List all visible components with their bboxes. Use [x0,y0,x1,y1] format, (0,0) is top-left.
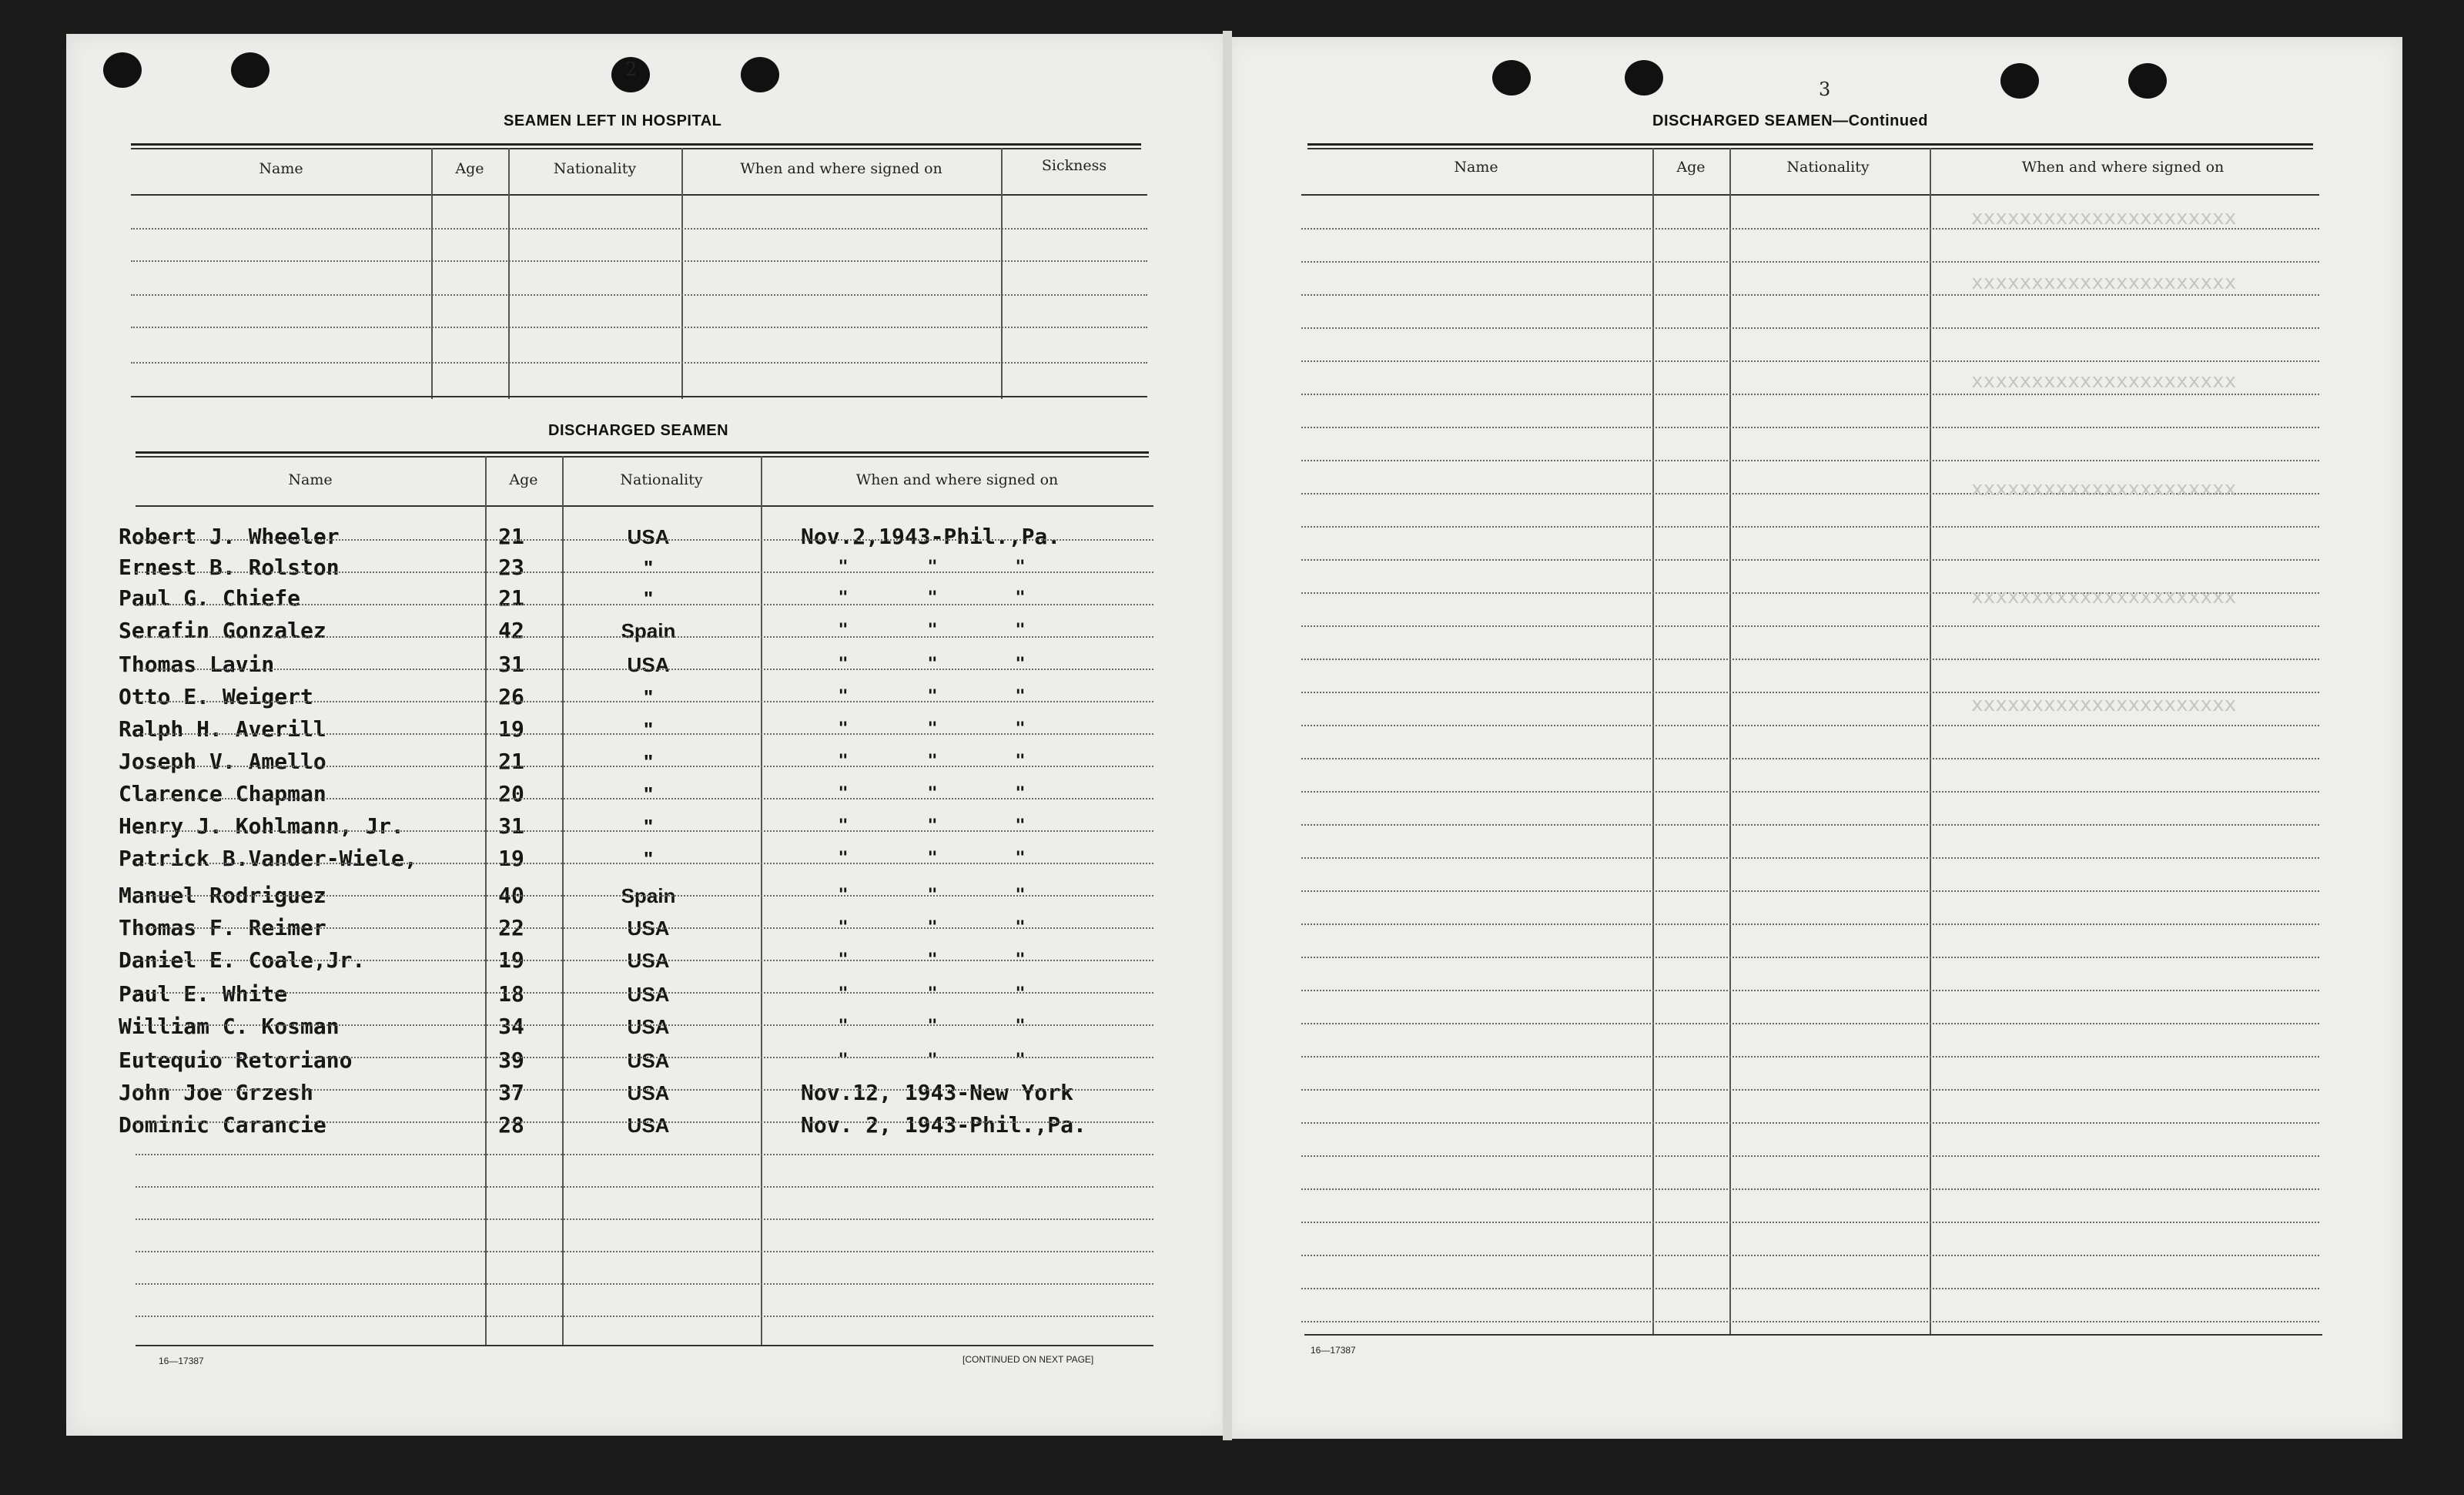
right-row-line [1301,1155,2319,1157]
right-row-line [1301,427,2319,428]
ditto-mark: " [927,687,938,706]
right-row-line [1301,526,2319,528]
hospital-row-line [131,228,1147,230]
punch-hole [1492,60,1531,96]
seaman-age: 34 [498,1014,524,1039]
ditto-mark: " [1015,588,1026,608]
ditto-mark: " [838,886,849,905]
right-title-main: DISCHARGED SEAMEN [1652,112,1833,129]
discharged-row-line [136,572,1153,573]
discharged-top-rule-2 [136,456,1149,458]
right-top-rule [1307,143,2313,146]
discharged-col-divider [761,456,762,1346]
seaman-name: Otto E. Weigert [119,684,313,709]
seaman-name: William C. Kosman [119,1014,340,1039]
hospital-col-sickness: Sickness [1041,157,1107,174]
seaman-name: Manuel Rodriguez [119,883,326,908]
ditto-mark: " [1015,621,1026,640]
discharged-row-line [136,669,1153,670]
ditto-mark: " [838,687,849,706]
left-page-number: 2 [625,59,638,80]
discharged-row-line [136,830,1153,832]
ditto-mark: " [1015,918,1026,937]
discharged-row-line [136,1089,1153,1091]
seaman-name: Joseph V. Amello [119,749,326,774]
punch-hole [1625,60,1663,96]
seaman-age: 18 [498,981,524,1007]
seaman-nationality: USA [627,1049,670,1072]
discharged-row-line [136,992,1153,994]
continued-note: [CONTINUED ON NEXT PAGE] [962,1354,1094,1365]
seaman-signed-on: Nov.12, 1943-New York [801,1080,1074,1105]
ditto-mark: " [927,950,938,970]
right-row-line [1301,725,2319,726]
punch-hole [2000,63,2039,99]
ditto-mark: " [838,950,849,970]
punch-hole [103,52,142,88]
ditto-mark: " [927,984,938,1004]
discharged-section-title: DISCHARGED SEAMEN [548,422,729,439]
seaman-age: 22 [498,915,524,940]
seaman-age: 21 [498,749,524,774]
discharged-row-line [136,1024,1153,1026]
seaman-nationality: " [643,587,654,610]
discharged-row-line [136,863,1153,864]
ditto-mark: " [838,621,849,640]
ditto-mark: " [1015,655,1026,674]
right-row-line [1301,625,2319,627]
seaman-age: 39 [498,1048,524,1073]
seaman-nationality: " [643,685,654,709]
ditto-mark: " [1015,886,1026,905]
right-col-signed-on: When and where signed on [2021,159,2225,176]
right-col-age: Age [1676,159,1706,176]
hospital-section-title: SEAMEN LEFT IN HOSPITAL [504,112,722,129]
seaman-name: Serafin Gonzalez [119,618,326,643]
right-section-title [1652,112,1928,130]
right-row-line [1301,824,2319,826]
seaman-name: Ralph H. Averill [119,716,326,742]
right-row-line [1301,791,2319,793]
discharged-top-rule [136,451,1149,454]
seaman-nationality: " [643,815,654,838]
hospital-top-rule [131,143,1141,146]
hospital-row-line [131,294,1147,296]
discharged-row-line [136,1057,1153,1058]
ditto-mark: " [838,1051,849,1070]
discharged-row-line [136,1186,1153,1188]
seaman-age: 31 [498,652,524,677]
discharged-row-line [136,766,1153,767]
ditto-mark: " [927,655,938,674]
ditto-mark: " [927,1051,938,1070]
seaman-name: Henry J. Kohlmann, Jr. [119,813,404,839]
seaman-name: Paul E. White [119,981,288,1007]
discharged-row-line [136,927,1153,929]
seaman-name: Patrick B.Vander-Wiele, [119,846,417,871]
ditto-mark: " [1015,1051,1026,1070]
seaman-age: 21 [498,524,524,549]
hospital-bottom-rule [131,396,1147,397]
ditto-mark: " [838,918,849,937]
seaman-name: Clarence Chapman [119,781,326,806]
discharged-row-line [136,701,1153,702]
seaman-nationality: Spain [621,884,676,907]
discharged-row-line [136,636,1153,638]
seaman-age: 28 [498,1112,524,1138]
right-row-line [1301,261,2319,263]
ditto-mark: " [838,784,849,803]
right-col-divider [1930,148,1931,1336]
ditto-mark: " [1015,719,1026,739]
right-page [1226,37,2402,1439]
right-row-line [1301,890,2319,892]
ditto-mark: " [838,752,849,771]
discharged-row-line [136,1121,1153,1123]
right-row-line [1301,1089,2319,1091]
right-header-rule [1301,194,2319,196]
seaman-age: 31 [498,813,524,839]
right-row-line [1301,1288,2319,1289]
ditto-mark: " [838,558,849,577]
ditto-mark: " [927,849,938,868]
ditto-mark: " [1015,849,1026,868]
right-col-nationality: Nationality [1786,159,1870,176]
bleed-through-text: xxxxxxxxxxxxxxxxxxxxxx [1971,478,2237,501]
right-row-line [1301,1255,2319,1256]
discharged-row-line [136,960,1153,961]
discharged-row-line [136,539,1153,541]
discharged-col-name: Name [288,471,333,488]
bleed-through-text: xxxxxxxxxxxxxxxxxxxxxx [1971,693,2237,716]
seaman-name: Dominic Carancie [119,1112,326,1138]
right-row-line [1301,394,2319,395]
seaman-name: Thomas F. Reimer [119,915,326,940]
discharged-row-line [136,1283,1153,1285]
page-gutter [1223,31,1232,1440]
ditto-mark: " [838,588,849,608]
ditto-mark: " [1015,687,1026,706]
right-row-line [1301,1122,2319,1124]
right-row-line [1301,1188,2319,1190]
ditto-mark: " [927,752,938,771]
ditto-mark: " [927,1017,938,1036]
ditto-mark: " [838,816,849,836]
hospital-col-signed-on: When and where signed on [740,160,942,177]
seaman-nationality: " [643,783,654,806]
ditto-mark: " [1015,752,1026,771]
seaman-name: Ernest B. Rolston [119,555,340,580]
right-top-rule-2 [1307,148,2313,149]
seaman-nationality: USA [627,983,670,1006]
seaman-name: Thomas Lavin [119,652,275,677]
right-row-line [1301,990,2319,991]
discharged-row-line [136,1316,1153,1317]
ditto-mark: " [927,886,938,905]
right-row-line [1301,1321,2319,1322]
right-form-number: 16—17387 [1311,1345,1356,1356]
seaman-nationality: USA [627,949,670,972]
right-row-line [1301,460,2319,461]
ditto-mark: " [838,655,849,674]
ditto-mark: " [838,984,849,1004]
seaman-age: 19 [498,716,524,742]
discharged-row-line [136,733,1153,735]
bleed-through-text: xxxxxxxxxxxxxxxxxxxxxx [1971,370,2237,393]
right-row-line [1301,1023,2319,1024]
hospital-row-line [131,362,1147,364]
ditto-mark: " [838,1017,849,1036]
ditto-mark: " [927,719,938,739]
discharged-col-signed-on: When and where signed on [855,471,1059,488]
seaman-nationality: USA [627,917,670,940]
ditto-mark: " [927,621,938,640]
ditto-mark: " [838,719,849,739]
bleed-through-text: xxxxxxxxxxxxxxxxxxxxxx [1971,271,2237,294]
discharged-row-line [136,1154,1153,1155]
ditto-mark: " [927,816,938,836]
right-row-line [1301,327,2319,329]
seaman-signed-on: Nov.2,1943-Phil.,Pa. [801,524,1061,549]
seaman-name: Eutequio Retoriano [119,1048,353,1073]
hospital-col-age: Age [455,160,484,177]
punch-hole [231,52,270,88]
right-row-line [1301,923,2319,925]
seaman-signed-on: Nov. 2, 1943-Phil.,Pa. [801,1112,1086,1138]
discharged-col-nationality: Nationality [620,471,703,488]
discharged-bottom-rule [136,1345,1153,1346]
seaman-age: 21 [498,585,524,611]
right-row-line [1301,1222,2319,1223]
seaman-nationality: " [643,556,654,579]
discharged-row-line [136,1218,1153,1220]
right-row-line [1301,758,2319,759]
discharged-row-line [136,895,1153,897]
discharged-col-age: Age [509,471,538,488]
right-title-suffix: —Continued [1833,112,1928,129]
punch-hole [741,57,779,92]
seaman-nationality: USA [627,1015,670,1038]
seaman-name: Daniel E. Coale,Jr. [119,947,366,973]
discharged-header-rule [136,505,1153,507]
right-row-line [1301,294,2319,296]
right-row-line [1301,957,2319,958]
hospital-top-rule-2 [131,148,1141,149]
ditto-mark: " [1015,1017,1026,1036]
ditto-mark: " [1015,950,1026,970]
discharged-row-line [136,1251,1153,1252]
ditto-mark: " [1015,816,1026,836]
seaman-age: 19 [498,846,524,871]
right-bottom-rule [1304,1334,2322,1336]
seaman-nationality: USA [627,1114,670,1137]
ditto-mark: " [927,558,938,577]
punch-hole [2128,63,2167,99]
seaman-name: John Joe Grzesh [119,1080,313,1105]
seaman-name: Paul G. Chiefe [119,585,301,611]
ditto-mark: " [927,784,938,803]
right-row-line [1301,857,2319,859]
seaman-age: 37 [498,1080,524,1105]
right-row-line [1301,1056,2319,1058]
right-col-name: Name [1454,159,1498,176]
seaman-nationality: USA [627,1081,670,1104]
bleed-through-text: xxxxxxxxxxxxxxxxxxxxxx [1971,585,2237,608]
seaman-age: 42 [498,618,524,643]
hospital-col-nationality: Nationality [553,160,637,177]
seaman-age: 23 [498,555,524,580]
bleed-through-text: xxxxxxxxxxxxxxxxxxxxxx [1971,206,2237,230]
seaman-nationality: " [643,718,654,741]
hospital-row-line [131,327,1147,328]
right-col-divider [1652,148,1654,1336]
hospital-row-line [131,260,1147,262]
seaman-nationality: USA [627,653,670,676]
discharged-row-line [136,604,1153,605]
seaman-nationality: Spain [621,619,676,642]
seaman-nationality: " [643,847,654,870]
right-col-divider [1729,148,1731,1336]
ditto-mark: " [927,588,938,608]
seaman-name: Robert J. Wheeler [119,524,340,549]
seaman-nationality: " [643,750,654,773]
seaman-nationality: USA [627,525,670,548]
seaman-age: 40 [498,883,524,908]
left-form-number: 16—17387 [159,1356,204,1366]
hospital-header-rule [131,194,1147,196]
ditto-mark: " [838,849,849,868]
discharged-row-line [136,798,1153,799]
right-row-line [1301,360,2319,362]
ditto-mark: " [1015,984,1026,1004]
right-page-number: 3 [1819,79,1831,100]
seaman-age: 20 [498,781,524,806]
seaman-age: 19 [498,947,524,973]
hospital-col-name: Name [259,160,303,177]
seaman-age: 26 [498,684,524,709]
ditto-mark: " [927,918,938,937]
right-row-line [1301,659,2319,660]
right-row-line [1301,559,2319,561]
ditto-mark: " [1015,784,1026,803]
ditto-mark: " [1015,558,1026,577]
